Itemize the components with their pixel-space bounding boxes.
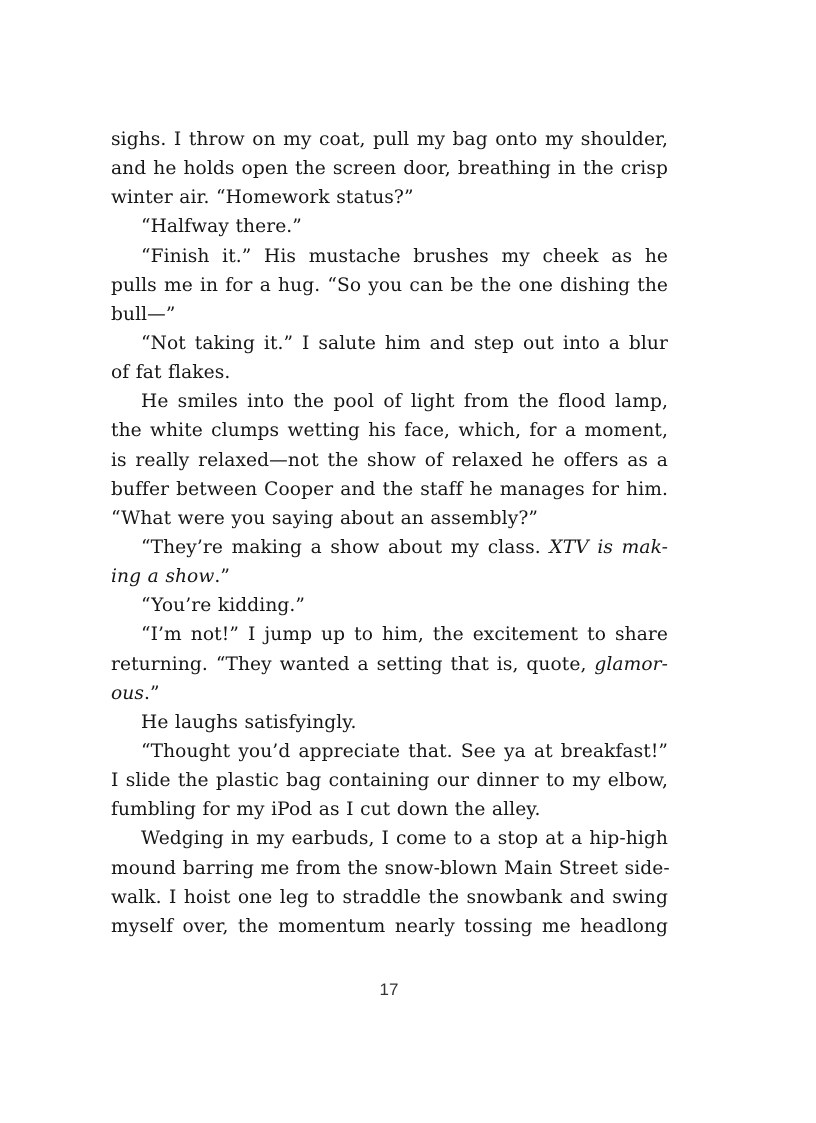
text-line: [111, 679, 668, 708]
text-segment: of fat flakes.: [111, 362, 231, 384]
text-segment: “You’re kidding.”: [141, 595, 306, 617]
text-line: [111, 620, 668, 649]
text-line: [111, 358, 668, 387]
paragraph: [111, 824, 668, 941]
text-segment: mound barring me from the snow-blown Main Street side-: [111, 857, 670, 879]
text-line: [111, 650, 668, 679]
text-line: [111, 562, 668, 591]
text-segment: He smiles into the pool of light from the flood lamp,: [141, 391, 668, 413]
text-segment: “I’m not!” I jump up to him, the excitement to share: [141, 624, 668, 646]
text-segment: buffer between Cooper and the staff he manages for him.: [111, 478, 668, 500]
text-segment: returning. “They wanted a setting that is, quote,: [111, 653, 595, 675]
text-line: [111, 183, 668, 212]
italic-text: ous: [111, 682, 145, 704]
text-line: [111, 154, 668, 183]
page-body-text: [111, 125, 668, 941]
text-line: [111, 737, 668, 766]
text-segment: fumbling for my iPod as I cut down the alley.: [111, 799, 541, 821]
text-segment: He laughs satisfyingly.: [141, 711, 357, 733]
text-line: [111, 533, 668, 562]
text-line: [111, 300, 668, 329]
paragraph: [111, 620, 668, 707]
text-segment: walk. I hoist one leg to straddle the snowbank and swing: [111, 886, 668, 908]
text-segment: the white clumps wetting his face, which, for a moment,: [111, 420, 668, 442]
text-line: [111, 708, 668, 737]
text-line: [111, 591, 668, 620]
text-line: [111, 271, 668, 300]
page-number: 17: [379, 980, 399, 999]
text-line: [111, 795, 668, 824]
paragraph: [111, 737, 668, 824]
text-segment: I slide the plastic bag containing our dinner to my elbow,: [111, 770, 668, 792]
text-segment: myself over, the momentum nearly tossing me headlong: [111, 915, 668, 937]
text-line: [111, 212, 668, 241]
text-line: [111, 387, 668, 416]
text-segment: .”: [144, 682, 160, 704]
paragraph: [111, 387, 668, 533]
paragraph: [111, 708, 668, 737]
text-line: [111, 912, 668, 941]
text-segment: pulls me in for a hug. “So you can be the one dishing the: [111, 274, 668, 296]
text-line: [111, 854, 668, 883]
text-segment: “Thought you’d appreciate that. See ya at breakfast!”: [141, 740, 668, 762]
text-line: [111, 766, 668, 795]
text-line: [111, 883, 668, 912]
text-segment: bull—”: [111, 303, 176, 325]
italic-text: XTV is mak-: [549, 536, 668, 558]
paragraph: [111, 125, 668, 212]
text-segment: winter air. “Homework status?”: [111, 187, 414, 209]
text-line: [111, 329, 668, 358]
text-segment: is really relaxed—not the show of relaxed he offers as a: [111, 449, 668, 471]
italic-text: ing a show: [111, 566, 215, 588]
italic-text: glamor-: [594, 653, 668, 675]
text-line: [111, 125, 668, 154]
text-segment: .”: [214, 566, 230, 588]
text-line: [111, 475, 668, 504]
paragraph: [111, 591, 668, 620]
text-segment: and he holds open the screen door, breathing in the crisp: [111, 158, 668, 180]
text-line: [111, 242, 668, 271]
paragraph: [111, 533, 668, 591]
text-segment: Wedging in my earbuds, I come to a stop at a hip-high: [141, 828, 668, 850]
text-line: [111, 416, 668, 445]
paragraph: [111, 242, 668, 329]
paragraph: [111, 329, 668, 387]
text-segment: “What were you saying about an assembly?”: [111, 507, 538, 529]
text-segment: sighs. I throw on my coat, pull my bag onto my shoulder,: [111, 129, 668, 150]
text-line: [111, 504, 668, 533]
text-segment: “They’re making a show about my class.: [141, 536, 550, 558]
paragraph: [111, 212, 668, 241]
text-segment: “Halfway there.”: [141, 216, 302, 238]
text-line: [111, 446, 668, 475]
text-segment: “Not taking it.” I salute him and step out into a blur: [141, 332, 668, 354]
text-segment: “Finish it.” His mustache brushes my cheek as he: [141, 245, 668, 267]
text-line: [111, 824, 668, 853]
